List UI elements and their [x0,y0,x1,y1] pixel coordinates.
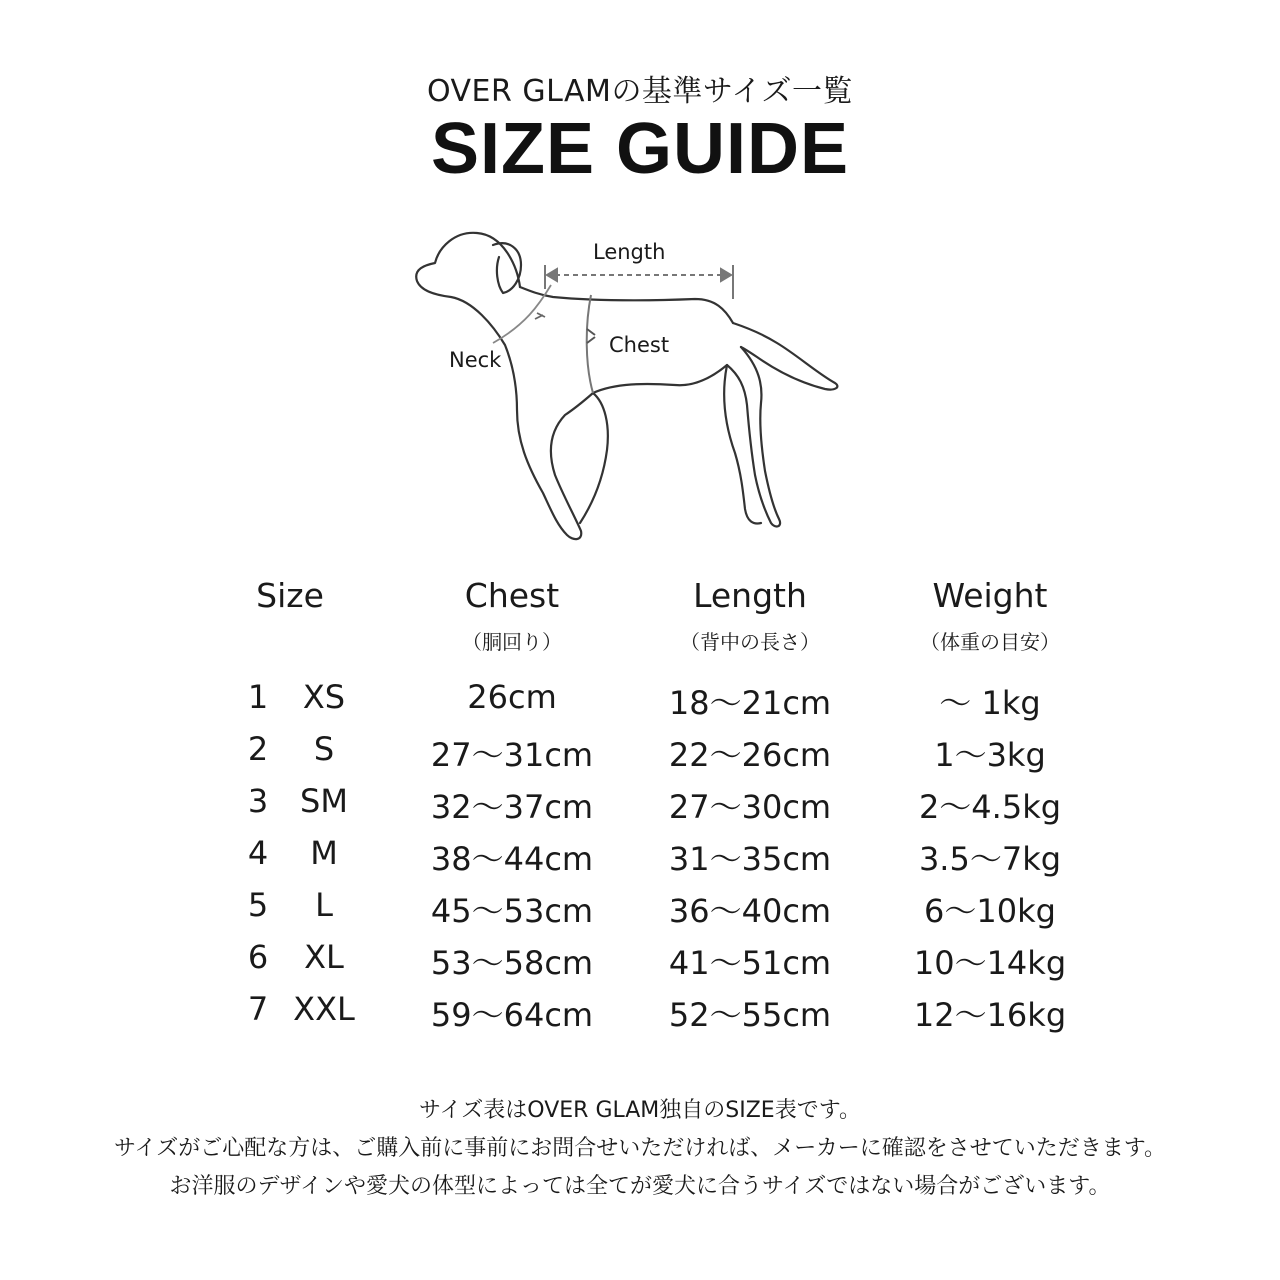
row-number: 3 [247,782,269,820]
row-number: 5 [247,886,269,924]
row-size: SM [300,782,348,820]
note-line: サイズ表はOVER GLAM独自のSIZE表です。 [419,1098,861,1123]
chest-label: Chest [609,333,670,357]
row-weight: 12～16kg [913,996,1067,1034]
row-size: M [310,834,338,872]
row-number: 1 [247,678,269,716]
row-chest: 38～44cm [430,840,594,878]
row-number: 4 [247,834,269,872]
row-length: 41～51cm [668,944,832,982]
row-length: 31～35cm [668,840,832,878]
row-weight: 2～4.5kg [918,788,1062,826]
neck-label: Neck [449,348,502,372]
dog-measurement-diagram [405,225,855,555]
row-weight: 10～14kg [913,944,1067,982]
row-length: 22～26cm [668,736,832,774]
col-length-header: Length [693,576,807,615]
row-chest: 32～37cm [430,788,594,826]
row-weight: 6～10kg [924,892,1056,930]
col-size-header: Size [256,576,324,615]
col-weight-subheader: （体重の目安） [920,630,1060,654]
note-line: サイズがご心配な方は、ご購入前に事前にお問合せいただければ、メーカーに確認をさせていただきます。 [113,1136,1167,1161]
row-size: XXL [293,990,355,1028]
row-length: 27～30cm [668,788,832,826]
row-weight: 1～3kg [934,736,1046,774]
note-line: お洋服のデザインや愛犬の体型によっては全てが愛犬に合うサイズではない場合がございます。 [169,1174,1111,1199]
col-chest-header: Chest [464,576,560,615]
row-chest: 53～58cm [430,944,594,982]
row-length: 18～21cm [668,684,832,722]
col-weight-header: Weight [932,576,1048,615]
row-chest: 26cm [467,678,557,716]
row-weight: 3.5～7kg [918,840,1062,878]
dog-outline-illustration [405,225,855,555]
row-number: 2 [247,730,269,768]
row-length: 52～55cm [668,996,832,1034]
row-size: S [313,730,335,768]
row-number: 7 [247,990,269,1028]
row-size: XS [302,678,346,716]
length-label: Length [593,240,666,264]
col-length-subheader: （背中の長さ） [680,630,820,654]
page-subtitle: OVER GLAMの基準サイズ一覧 [426,74,854,109]
page-title: SIZE GUIDE [430,109,850,189]
row-length: 36～40cm [668,892,832,930]
row-chest: 59～64cm [430,996,594,1034]
row-weight: ～ 1kg [939,684,1041,722]
row-size: XL [304,938,344,976]
row-chest: 27～31cm [430,736,594,774]
row-number: 6 [247,938,269,976]
row-chest: 45～53cm [430,892,594,930]
row-size: L [315,886,333,924]
size-notes [0,1092,1280,1206]
col-chest-subheader: （胴回り） [462,630,562,654]
